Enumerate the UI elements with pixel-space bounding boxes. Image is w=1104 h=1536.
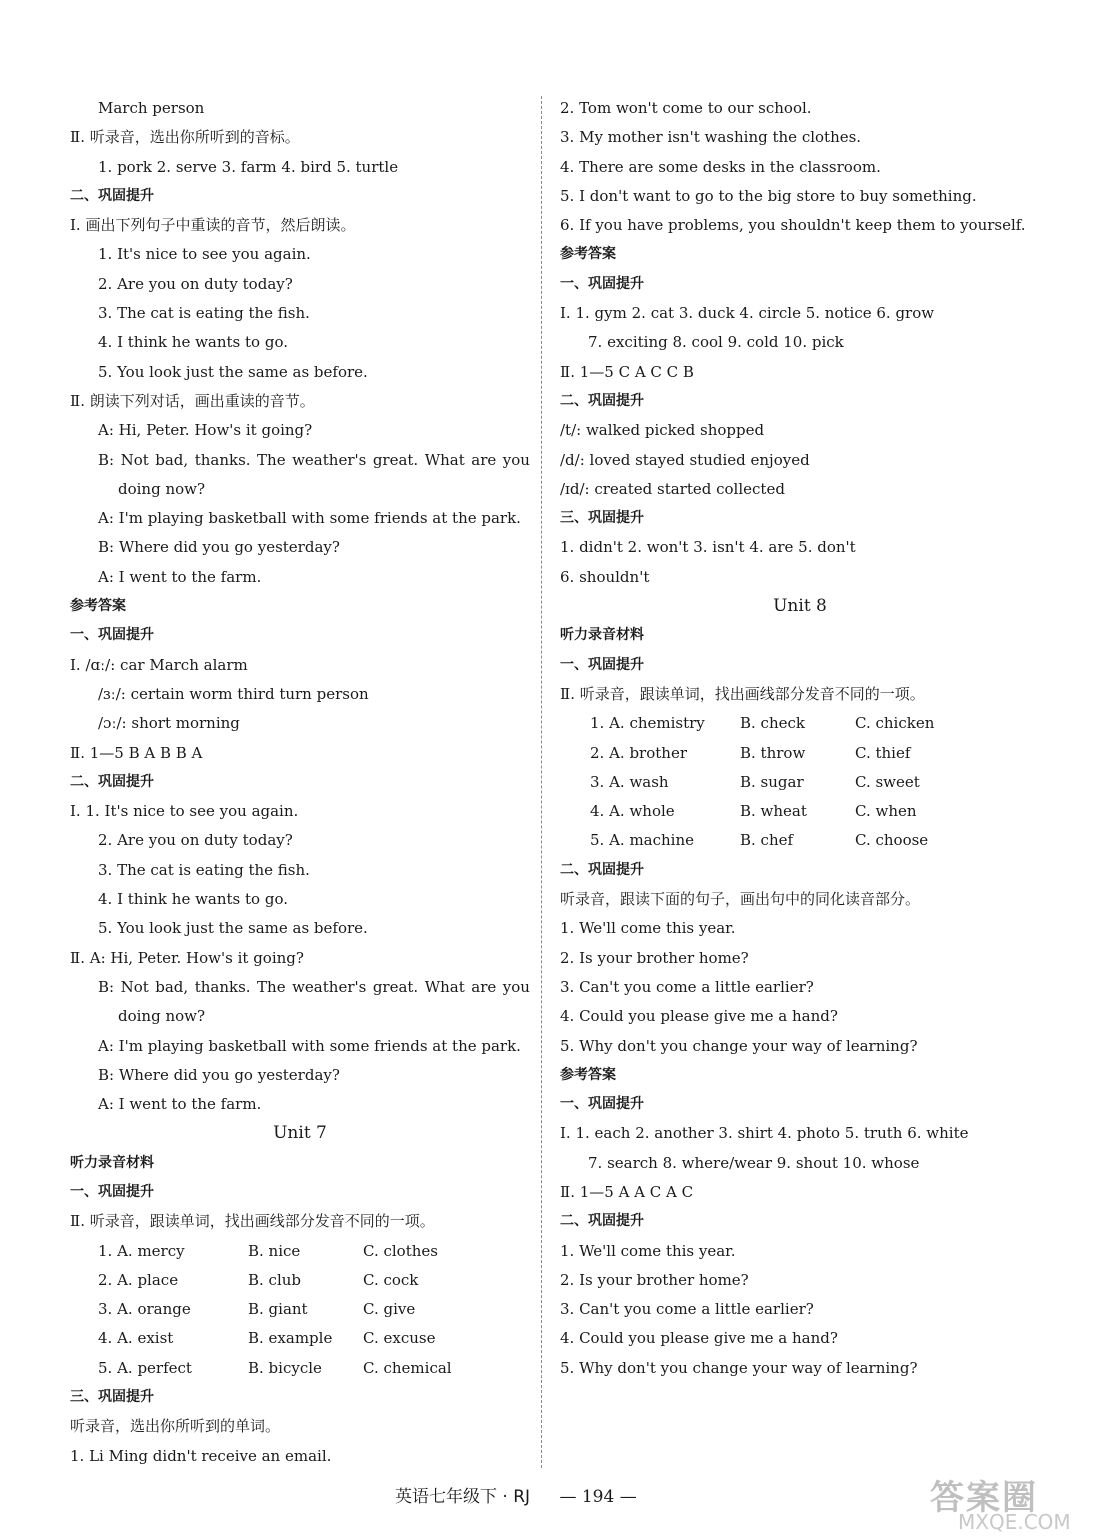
option-cell: C. when xyxy=(855,802,917,821)
word: are xyxy=(471,450,497,469)
text-line xyxy=(560,797,1040,826)
word: weather's xyxy=(292,450,367,469)
option-cell: C. excuse xyxy=(363,1329,436,1348)
text-line: 3. Can't you come a little earlier? xyxy=(560,1300,814,1319)
option-cell: 4. A. whole xyxy=(590,802,675,821)
option-cell: 1. A. mercy xyxy=(98,1241,185,1260)
left-column xyxy=(70,94,530,1471)
word: B: xyxy=(98,450,115,469)
text-line: 3. The cat is eating the fish. xyxy=(98,304,310,323)
text-line: 5. You look just the same as before. xyxy=(98,362,368,381)
watermark-logo: 答案圈 xyxy=(930,1478,1038,1518)
column-divider xyxy=(541,96,542,1468)
text-line: Ⅰ. 1. gym 2. cat 3. duck 4. circle 5. notice 6. grow xyxy=(560,304,935,323)
text-line xyxy=(70,1324,530,1353)
text-line: Ⅰ. 画出下列句子中重读的音节，然后朗读。 xyxy=(70,216,356,235)
text-line: 2. Are you on duty today? xyxy=(98,831,293,850)
text-line: 1. We'll come this year. xyxy=(560,1241,736,1260)
option-cell: B. check xyxy=(740,714,805,733)
text-line: A: I'm playing basketball with some friends at the park. xyxy=(98,1036,521,1055)
text-line xyxy=(560,826,1040,855)
text-line: 7. exciting 8. cool 9. cold 10. pick xyxy=(588,333,844,352)
text-line: 4. Could you please give me a hand? xyxy=(560,1329,838,1348)
text-line: Ⅰ. /ɑː/: car March alarm xyxy=(70,655,248,674)
section-heading: 二、巩固提升 xyxy=(560,861,644,878)
option-cell: B. chef xyxy=(740,831,794,850)
option-cell: 3. A. wash xyxy=(590,772,669,791)
section-heading: 一、巩固提升 xyxy=(70,1183,154,1200)
text-line: 5. I don't want to go to the big store to buy something. xyxy=(560,186,977,205)
text-line: 6. shouldn't xyxy=(560,567,650,586)
text-line: A: I went to the farm. xyxy=(98,1095,262,1114)
section-heading: 听力录音材料 xyxy=(560,627,644,644)
text-line: 1. We'll come this year. xyxy=(560,919,736,938)
word: you xyxy=(502,977,530,996)
text-line: doing now? xyxy=(118,1007,206,1026)
text-line: 4. I think he wants to go. xyxy=(98,890,288,909)
unit-title: Unit 7 xyxy=(273,1123,327,1144)
text-line xyxy=(560,709,1040,738)
section-heading: 一、巩固提升 xyxy=(560,656,644,673)
text-line: /ɜː/: certain worm third turn person xyxy=(98,684,369,703)
word: What xyxy=(424,450,465,469)
text-line: 7. search 8. where/wear 9. shout 10. whose xyxy=(588,1153,920,1172)
text-line: 1. pork 2. serve 3. farm 4. bird 5. turtle xyxy=(98,157,399,176)
page-footer xyxy=(395,1482,637,1507)
text-line: A: I'm playing basketball with some friends at the park. xyxy=(98,509,521,528)
word: Not xyxy=(120,977,149,996)
word: you xyxy=(502,450,530,469)
text-line: 2. Are you on duty today? xyxy=(98,274,293,293)
text-line xyxy=(70,1295,530,1324)
section-heading: 二、巩固提升 xyxy=(70,187,154,204)
page-number: — 194 — xyxy=(559,1487,637,1507)
text-line: Ⅱ. 听录音，跟读单词，找出画线部分发音不同的一项。 xyxy=(560,684,925,703)
section-heading: 参考答案 xyxy=(70,598,126,615)
option-cell: 4. A. exist xyxy=(98,1329,174,1348)
word: The xyxy=(257,450,286,469)
text-line: 3. The cat is eating the fish. xyxy=(98,860,310,879)
text-line: 6. If you have problems, you shouldn't keep them to yourself. xyxy=(560,216,1026,235)
text-line: 5. Why don't you change your way of learning? xyxy=(560,1036,918,1055)
text-line xyxy=(70,1237,530,1266)
text-line xyxy=(70,1354,530,1383)
text-line: Ⅰ. 1. each 2. another 3. shirt 4. photo 5. truth 6. white xyxy=(560,1124,969,1143)
text-line: /t/: walked picked shopped xyxy=(560,421,765,440)
option-cell: C. give xyxy=(363,1300,416,1319)
option-cell: C. cock xyxy=(363,1270,419,1289)
option-cell: 5. A. machine xyxy=(590,831,695,850)
text-line: Ⅱ. 听录音，选出你所听到的音标。 xyxy=(70,128,300,147)
section-heading: 参考答案 xyxy=(560,246,616,263)
word: bad, xyxy=(155,450,189,469)
book-title: 英语七年级下 · RJ xyxy=(395,1487,531,1507)
word: Not xyxy=(120,450,149,469)
option-cell: B. throw xyxy=(740,743,806,762)
word: The xyxy=(257,977,286,996)
section-heading: 一、巩固提升 xyxy=(70,627,154,644)
text-line: 3. My mother isn't washing the clothes. xyxy=(560,128,862,147)
text-line: 1. Li Ming didn't receive an email. xyxy=(70,1446,332,1465)
text-line: 4. Could you please give me a hand? xyxy=(560,1007,838,1026)
option-cell: C. sweet xyxy=(855,772,920,791)
option-cell: 2. A. place xyxy=(98,1270,179,1289)
text-line: Ⅱ. A: Hi, Peter. How's it going? xyxy=(70,948,304,967)
option-cell: B. nice xyxy=(248,1241,301,1260)
option-cell: C. choose xyxy=(855,831,929,850)
section-heading: 听力录音材料 xyxy=(70,1154,154,1171)
word: are xyxy=(471,977,497,996)
word: What xyxy=(424,977,465,996)
option-cell: 3. A. orange xyxy=(98,1300,191,1319)
option-cell: C. chicken xyxy=(855,714,935,733)
text-line: /d/: loved stayed studied enjoyed xyxy=(560,450,810,469)
text-line: Ⅰ. 1. It's nice to see you again. xyxy=(70,802,299,821)
text-line: Ⅱ. 1—5 A A C A C xyxy=(560,1182,694,1201)
option-cell: C. clothes xyxy=(363,1241,438,1260)
unit-title: Unit 8 xyxy=(773,596,827,617)
option-cell: B. giant xyxy=(248,1300,308,1319)
word: thanks. xyxy=(194,450,251,469)
text-line: Ⅱ. 听录音，跟读单词，找出画线部分发音不同的一项。 xyxy=(70,1212,435,1231)
text-line xyxy=(560,739,1040,768)
text-line: 4. There are some desks in the classroom. xyxy=(560,157,881,176)
option-cell: 1. A. chemistry xyxy=(590,714,705,733)
text-line: A: Hi, Peter. How's it going? xyxy=(98,421,313,440)
text-line: B: Where did you go yesterday? xyxy=(98,538,340,557)
text-line: 2. Tom won't come to our school. xyxy=(560,99,812,117)
word: weather's xyxy=(292,977,367,996)
text-line: 听录音，选出你所听到的单词。 xyxy=(70,1417,281,1436)
section-heading: 一、巩固提升 xyxy=(560,275,644,292)
option-cell: B. wheat xyxy=(740,802,807,821)
option-cell: B. bicycle xyxy=(248,1358,322,1377)
text-line: /ɪd/: created started collected xyxy=(560,479,785,498)
section-heading: 参考答案 xyxy=(560,1066,616,1083)
text-line: 1. It's nice to see you again. xyxy=(98,245,311,264)
section-heading: 三、巩固提升 xyxy=(70,1389,154,1406)
word: great. xyxy=(372,450,419,469)
text-line: doing now? xyxy=(118,479,206,498)
word: B: xyxy=(98,977,115,996)
word: thanks. xyxy=(194,977,251,996)
section-heading: 一、巩固提升 xyxy=(560,1096,644,1113)
watermark-url: MXQE.COM xyxy=(958,1510,1071,1534)
section-heading: 二、巩固提升 xyxy=(560,392,644,409)
option-cell: B. club xyxy=(248,1270,302,1289)
text-line: 5. You look just the same as before. xyxy=(98,919,368,938)
text-line: 5. Why don't you change your way of learning? xyxy=(560,1358,918,1377)
text-line xyxy=(560,768,1040,797)
option-cell: C. chemical xyxy=(363,1358,452,1377)
option-cell: 2. A. brother xyxy=(590,743,687,762)
right-column xyxy=(560,94,1040,1383)
text-line: 3. Can't you come a little earlier? xyxy=(560,977,814,996)
section-heading: 二、巩固提升 xyxy=(560,1213,644,1230)
option-cell: C. thief xyxy=(855,743,911,762)
text-line: /ɔː/: short morning xyxy=(98,714,240,733)
word: bad, xyxy=(155,977,189,996)
option-cell: B. sugar xyxy=(740,772,804,791)
text-line: 听录音，跟读下面的句子，画出句中的同化读音部分。 xyxy=(560,890,921,909)
text-line: 1. didn't 2. won't 3. isn't 4. are 5. don't xyxy=(560,538,856,557)
text-line: March person xyxy=(98,99,205,117)
text-line: 4. I think he wants to go. xyxy=(98,333,288,352)
text-line: A: I went to the farm. xyxy=(98,567,262,586)
text-line: Ⅱ. 朗读下列对话，画出重读的音节。 xyxy=(70,391,315,410)
text-line: Ⅱ. 1—5 C A C C B xyxy=(560,362,694,381)
text-line: B: Where did you go yesterday? xyxy=(98,1065,340,1084)
text-line: 2. Is your brother home? xyxy=(560,1270,749,1289)
text-line xyxy=(70,1266,530,1295)
text-line xyxy=(70,973,530,1002)
section-heading: 二、巩固提升 xyxy=(70,773,154,790)
word: great. xyxy=(372,977,419,996)
text-line: 2. Is your brother home? xyxy=(560,948,749,967)
option-cell: B. example xyxy=(248,1329,333,1348)
section-heading: 三、巩固提升 xyxy=(560,510,644,527)
option-cell: 5. A. perfect xyxy=(98,1358,192,1377)
text-line: Ⅱ. 1—5 B A B B A xyxy=(70,743,203,762)
text-line xyxy=(70,446,530,475)
